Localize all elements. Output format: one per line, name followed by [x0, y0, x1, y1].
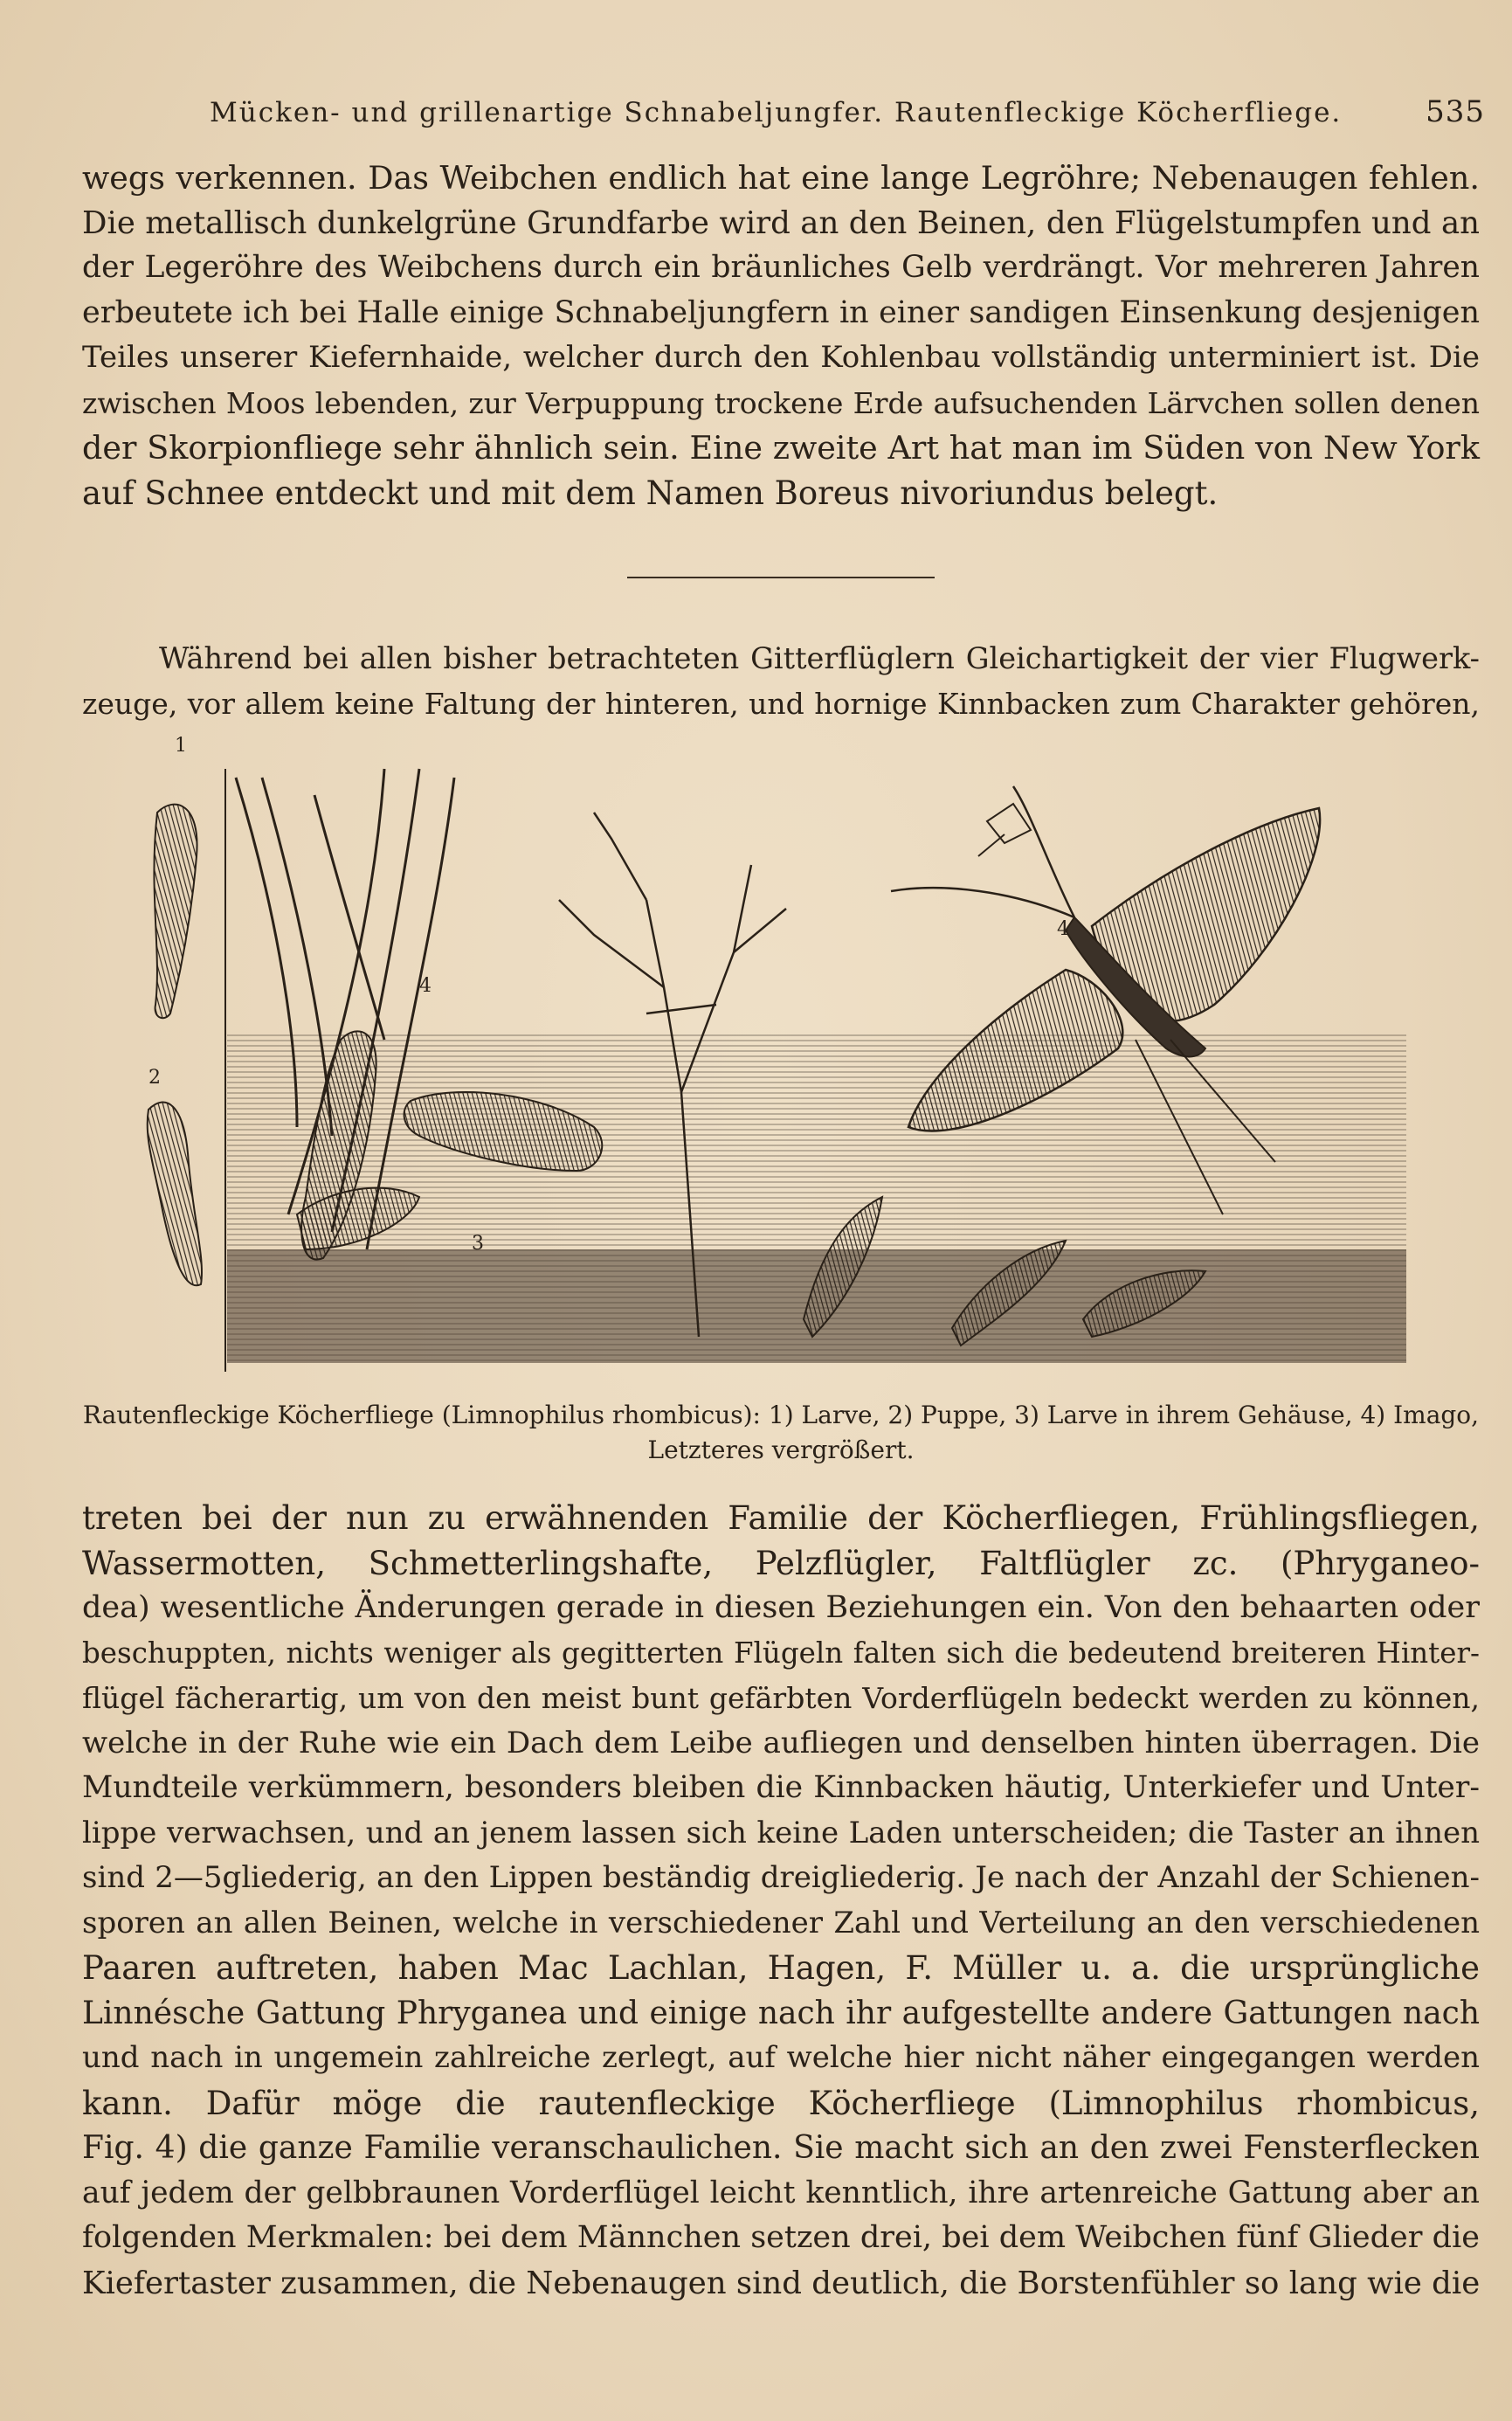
text-line: Linnésche Gattung Phryganea und einige nach ihr aufgestellte andere Gattungen nach [82, 1995, 1480, 2031]
text-line: Wassermotten, Schmetterlingshafte, Pelzflügler, Faltflügler zc. (Phryganeo- [82, 1544, 1480, 1582]
caption-line: Rautenfleckige Köcherfliege (Limnophilus rhombicus): 1) Larve, 2) Puppe, 3) Larve in ihrem Gehäuse, 4) Imago, [82, 1401, 1480, 1429]
small-flying-insect [978, 804, 1031, 856]
figure-label-4-left: 4 [419, 975, 432, 997]
text-line: kann. Dafür möge die rautenfleckige Köcherfliege (Limnophilus rhombicus, [82, 2084, 1480, 2122]
text-line: Paaren auftreten, haben Mac Lachlan, Hagen, F. Müller u. a. die ursprüngliche [82, 1949, 1480, 1987]
text-line: sporen an allen Beinen, welche in verschiedener Zahl und Verteilung an den verschiedenen [82, 1905, 1480, 1940]
text-line: Während bei allen bisher betrachteten Gitterflüglern Gleichartigkeit der vier Flugwerk- [159, 641, 1480, 675]
text-line: flügel fächerartig, um von den meist bunt gefärbten Vorderflügeln bedeckt werden zu können, [82, 1681, 1480, 1715]
text-line: wegs verkennen. Das Weibchen endlich hat eine lange Legröhre; Nebenaugen fehlen. [82, 159, 1480, 197]
text-line: Kiefertaster zusammen, die Nebenaugen sind deutlich, die Borstenfühler so lang wie die [82, 2265, 1481, 2301]
text-line: welche in der Ruhe wie ein Dach dem Leibe aufliegen und denselben hinten überragen. Die [82, 1725, 1480, 1760]
paragraph-3 [82, 1496, 1480, 2306]
text-line: lippe verwachsen, und an jenem lassen sich keine Laden unterscheiden; die Taster an ihnen [82, 1815, 1480, 1850]
larva-figure [154, 805, 197, 1019]
figure-label-3: 3 [472, 1233, 484, 1255]
text-line: Die metallisch dunkelgrüne Grundfarbe wird an den Beinen, den Flügelstumpfen und an [82, 204, 1480, 241]
caddisfly-illustration [122, 735, 1424, 1389]
caption-line: Letzteres vergrößert. [647, 1435, 915, 1464]
text-line: folgenden Merkmalen: bei dem Männchen setzen drei, bei dem Weibchen fünf Glieder die [82, 2220, 1480, 2255]
text-line: Mundteile verkümmern, besonders bleiben die Kinnbacken häutig, Unterkiefer und Unter- [82, 1770, 1480, 1805]
paragraph-2 [82, 636, 1480, 726]
text-line: auf jedem der gelbbraunen Vorderflügel leicht kenntlich, ihre artenreiche Gattung aber an [82, 2175, 1480, 2210]
running-title: Mücken- und grillenartige Schnabeljungfer. Rautenfleckige Köcherfliege. [210, 97, 1343, 128]
paragraph-1 [82, 156, 1480, 515]
text-line: dea) wesentliche Änderungen gerade in diesen Beziehungen ein. Von den behaarten oder [82, 1590, 1480, 1625]
section-divider [627, 577, 935, 578]
engraving-image [122, 735, 1424, 1389]
figure-label-1: 1 [175, 735, 187, 757]
text-line: Teiles unserer Kiefernhaide, welcher durch den Kohlenbau vollständig unterminiert ist. Die [82, 340, 1480, 375]
text-line: zwischen Moos lebenden, zur Verpuppung trockene Erde aufsuchenden Lärvchen sollen denen [82, 385, 1480, 420]
text-line: auf Schnee entdeckt und mit dem Namen Boreus nivoriundus belegt. [82, 474, 1219, 512]
figure-label-2: 2 [148, 1067, 161, 1089]
text-line: erbeutete ich bei Halle einige Schnabeljungfern in einer sandigen Einsenkung desjenigen [82, 294, 1480, 330]
text-line: der Legeröhre des Weibchens durch ein bräunliches Gelb verdrängt. Vor mehreren Jahren [82, 250, 1480, 285]
text-line: zeuge, vor allem keine Faltung der hinteren, und hornige Kinnbacken zum Charakter gehören, [82, 686, 1480, 721]
figure-label-4-right: 4 [1057, 918, 1069, 940]
text-line: sind 2—5gliederig, an den Lippen beständig dreigliederig. Je nach der Anzahl der Schienen- [82, 1860, 1480, 1895]
text-line: und nach in ungemein zahlreiche zerlegt, auf welche hier nicht näher eingegangen werden [82, 2040, 1480, 2075]
running-header [210, 94, 1485, 129]
figure-caption [82, 1398, 1480, 1468]
page-number: 535 [1426, 94, 1485, 129]
text-line: beschuppten, nichts weniger als gegitterten Flügeln falten sich die bedeutend breiteren Hinter- [82, 1636, 1480, 1670]
text-line: Fig. 4) die ganze Familie veranschaulichen. Sie macht sich an den zwei Fensterflecken [82, 2130, 1480, 2166]
text-line: der Skorpionfliege sehr ähnlich sein. Eine zweite Art hat man im Süden von New York [82, 429, 1480, 467]
text-line: treten bei der nun zu erwähnenden Familie der Köcherfliegen, Frühlingsfliegen, [82, 1499, 1480, 1537]
pupa-figure [148, 1103, 202, 1286]
